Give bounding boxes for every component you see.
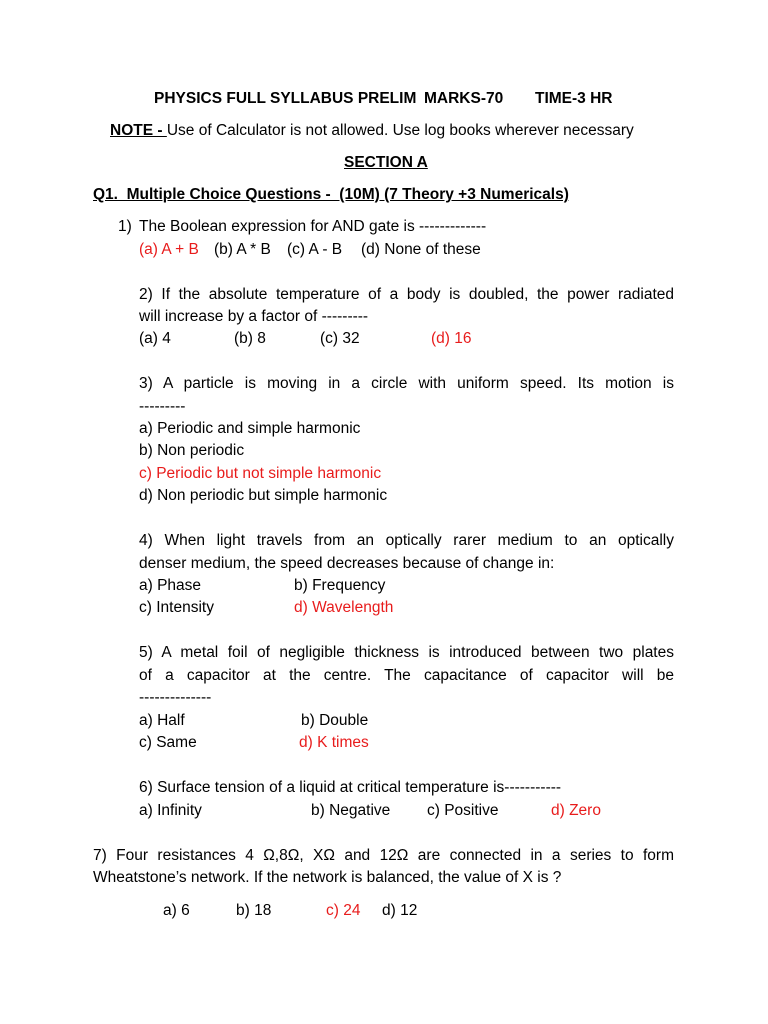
q7-option-a: a) 6 bbox=[163, 902, 190, 919]
q2-option-b: (b) 8 bbox=[234, 330, 266, 347]
q4-line1: 4) When light travels from an optically rarer medium to an optically bbox=[139, 532, 674, 549]
q4-option-d: d) Wavelength bbox=[294, 599, 394, 616]
q6-option-d: d) Zero bbox=[551, 802, 601, 819]
q1-text: The Boolean expression for AND gate is ------------- bbox=[139, 218, 487, 235]
q7-line2: Wheatstone’s network. If the network is balanced, the value of X is ? bbox=[93, 869, 562, 886]
exam-title: PHYSICS FULL SYLLABUS PRELIM bbox=[154, 90, 417, 107]
q5-line1: 5) A metal foil of negligible thickness is introduced between two plates bbox=[139, 644, 674, 661]
q2-line1: 2) If the absolute temperature of a body is doubled, the power radiated bbox=[139, 286, 674, 303]
q4-option-b: b) Frequency bbox=[294, 577, 386, 594]
exam-header bbox=[154, 89, 416, 109]
q4-option-c: c) Intensity bbox=[139, 599, 214, 616]
q4-option-a: a) Phase bbox=[139, 577, 202, 594]
exam-time: TIME-3 HR bbox=[535, 90, 613, 107]
q5-line3: -------------- bbox=[139, 689, 212, 706]
q5-option-b: b) Double bbox=[301, 712, 369, 729]
q7-option-b: b) 18 bbox=[236, 902, 272, 919]
q3-option-d: d) Non periodic but simple harmonic bbox=[139, 487, 388, 504]
q5-option-a: a) Half bbox=[139, 712, 185, 729]
q7-option-c: c) 24 bbox=[326, 902, 361, 919]
q1-heading: Q1. Multiple Choice Questions - (10M) (7 Theory +3 Numericals) bbox=[93, 186, 569, 203]
q3-line2: --------- bbox=[139, 398, 186, 415]
q7-option-d: d) 12 bbox=[382, 902, 418, 919]
q4-line2: denser medium, the speed decreases because of change in: bbox=[139, 555, 555, 572]
q5-line2: of a capacitor at the centre. The capacitance of capacitor will be bbox=[139, 667, 674, 684]
q5-option-d: d) K times bbox=[299, 734, 369, 751]
q3-option-a: a) Periodic and simple harmonic bbox=[139, 420, 361, 437]
q3-line1: 3) A particle is moving in a circle with uniform speed. Its motion is bbox=[139, 375, 674, 392]
q1-option-a: (a) A + B bbox=[139, 241, 199, 258]
q1-option-d: (d) None of these bbox=[361, 241, 481, 258]
q2-option-d: (d) 16 bbox=[431, 330, 472, 347]
q6-line1: 6) Surface tension of a liquid at critical temperature is----------- bbox=[139, 779, 562, 796]
exam-marks: MARKS-70 bbox=[424, 90, 504, 107]
q2-line2: will increase by a factor of --------- bbox=[139, 308, 369, 325]
q2-option-a: (a) 4 bbox=[139, 330, 171, 347]
note-text: Use of Calculator is not allowed. Use log books wherever necessary bbox=[166, 122, 634, 139]
q3-option-c: c) Periodic but not simple harmonic bbox=[139, 465, 382, 482]
q6-option-b: b) Negative bbox=[311, 802, 391, 819]
note-label: NOTE - bbox=[110, 122, 167, 139]
q5-option-c: c) Same bbox=[139, 734, 197, 751]
exam-note bbox=[110, 121, 634, 141]
q1-option-c: (c) A - B bbox=[287, 241, 343, 258]
q1-number: 1) bbox=[118, 218, 132, 235]
q7-line1: 7) Four resistances 4 Ω,8Ω, XΩ and 12Ω are connected in a series to form bbox=[93, 847, 674, 864]
q6-option-c: c) Positive bbox=[427, 802, 499, 819]
q1-option-b: (b) A * B bbox=[214, 241, 271, 258]
section-title: SECTION A bbox=[344, 154, 428, 171]
q6-option-a: a) Infinity bbox=[139, 802, 202, 819]
q3-option-b: b) Non periodic bbox=[139, 442, 245, 459]
q2-option-c: (c) 32 bbox=[320, 330, 360, 347]
